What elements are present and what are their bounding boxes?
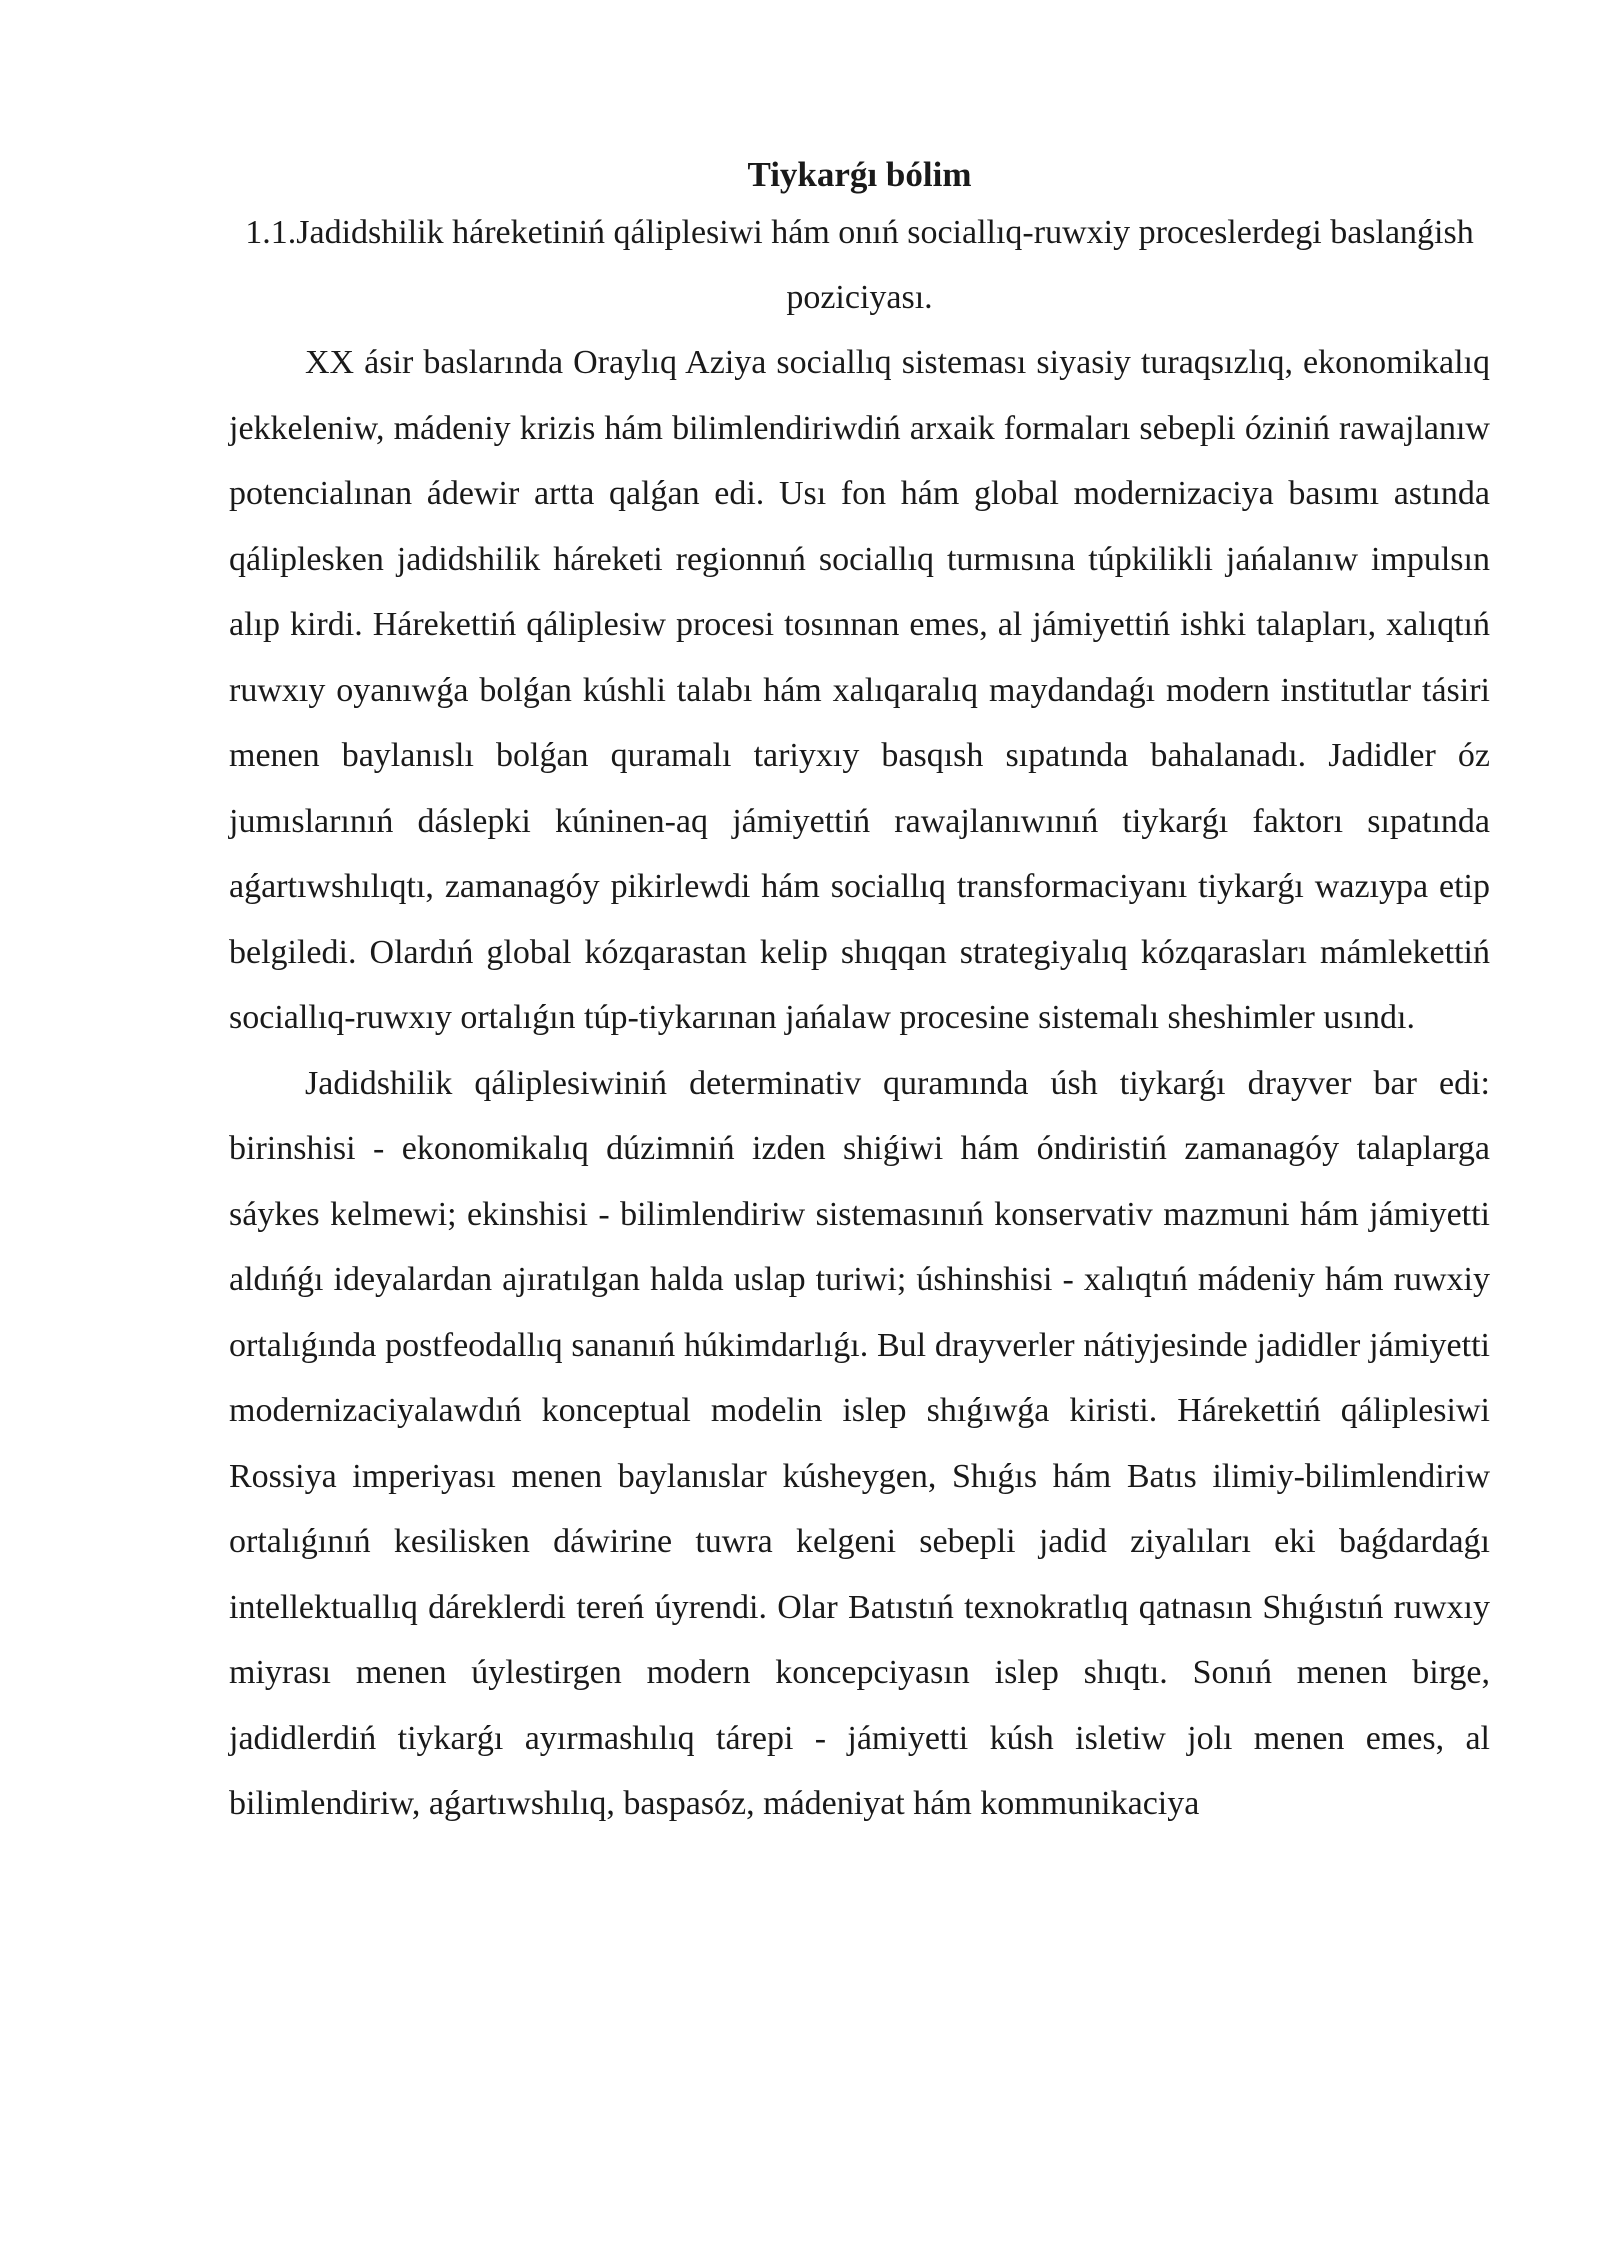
body-paragraph-2: Jadidshilik qáliplesiwiniń determinativ quramında úsh tiykarǵı drayver bar edi: birinshisi - ekonomikalıq dúzimniń izden shiǵiwi hám óndiristiń zamanagóy talaplarga sáykes kelmewi; ekinshisi - bilimlendiriw sistemasınıń konservativ mazmuni hám jámiyetti aldıńǵı ideyalardan ajıratılgan halda uslap turiwi; úshinshisi - xalıqtıń mádeniy hám ruwxiy ortalıǵında postfeodallıq sananıń húkimdarlıǵı. Bul drayverler nátiyjesinde jadidler jámiyetti modernizaciyalawdıń konceptual modelin islep shıǵıwǵa kiristi. Hárekettiń qáliplesiwi Rossiya imperiyası menen baylanıslar kúsheygen, Shıǵıs hám Batıs ilimiy-bilimlendiriw ortalıǵınıń kesilisken dáwirine tuwra kelgeni sebepli jadid ziyalıları eki baǵdardaǵı intellektuallıq dáreklerdi tereń úyrendi. Olar Batıstıń texnokratlıq qatnasın Shıǵıstıń ruwxıy miyrası menen úylestirgen modern koncepciyasın islep shıqtı. Sonıń menen birge, jadidlerdiń tiykarǵı ayırmashılıq tárepi - jámiyetti kúsh isletiw jolı menen emes, al bilimlendiriw, aǵartıwshılıq, baspasóz, mádeniyat hám kommunikaciya (229, 1064, 1490, 1822)
document-page (229, 150, 1490, 1837)
body-paragraph-1: XX ásir baslarında Oraylıq Aziya sociallıq sisteması siyasiy turaqsızlıq, ekonomikalıq jekkeleniw, mádeniy krizis hám bilimlendiriwdiń arxaik formaları sebepli óziniń rawajlanıw potencialınan ádewir artta qalǵan edi. Usı fon hám global modernizaciya basımı astında qáliplesken jadidshilik háreketi regionnıń sociallıq turmısına túpkilikli jańalanıw impulsın alıp kirdi. Hárekettiń qáliplesiw procesi tosınnan emes, al jámiyettiń ishki talapları, xalıqtıń ruwxıy oyanıwǵa bolǵan kúshli talabı hám xalıqaralıq maydandaǵı modern institutlar tásiri menen baylanıslı bolǵan quramalı tariyxıy basqısh sıpatında bahalanadı. Jadidler óz jumıslarınıń dáslepki kúninen-aq jámiyettiń rawajlanıwınıń tiykarǵı faktorı sıpatında aǵartıwshılıqtı, zamanagóy pikirlewdi hám sociallıq transformaciyanı tiykarǵı wazıypa etip belgiledi. Olardıń global kózqarastan kelip shıqqan strategiyalıq kózqarasları mámlekettiń sociallıq-ruwxıy ortalıǵın túp-tiykarınan jańalaw procesine sistemalı sheshimler usındı. (229, 344, 1490, 1036)
subsection-title: 1.1.Jadidshilik háreketiniń qáliplesiwi hám onıń sociallıq-ruwxiy proceslerdegi baslanǵish poziciyası. (245, 214, 1474, 316)
section-title: Tiykarǵı bólim (747, 155, 972, 194)
